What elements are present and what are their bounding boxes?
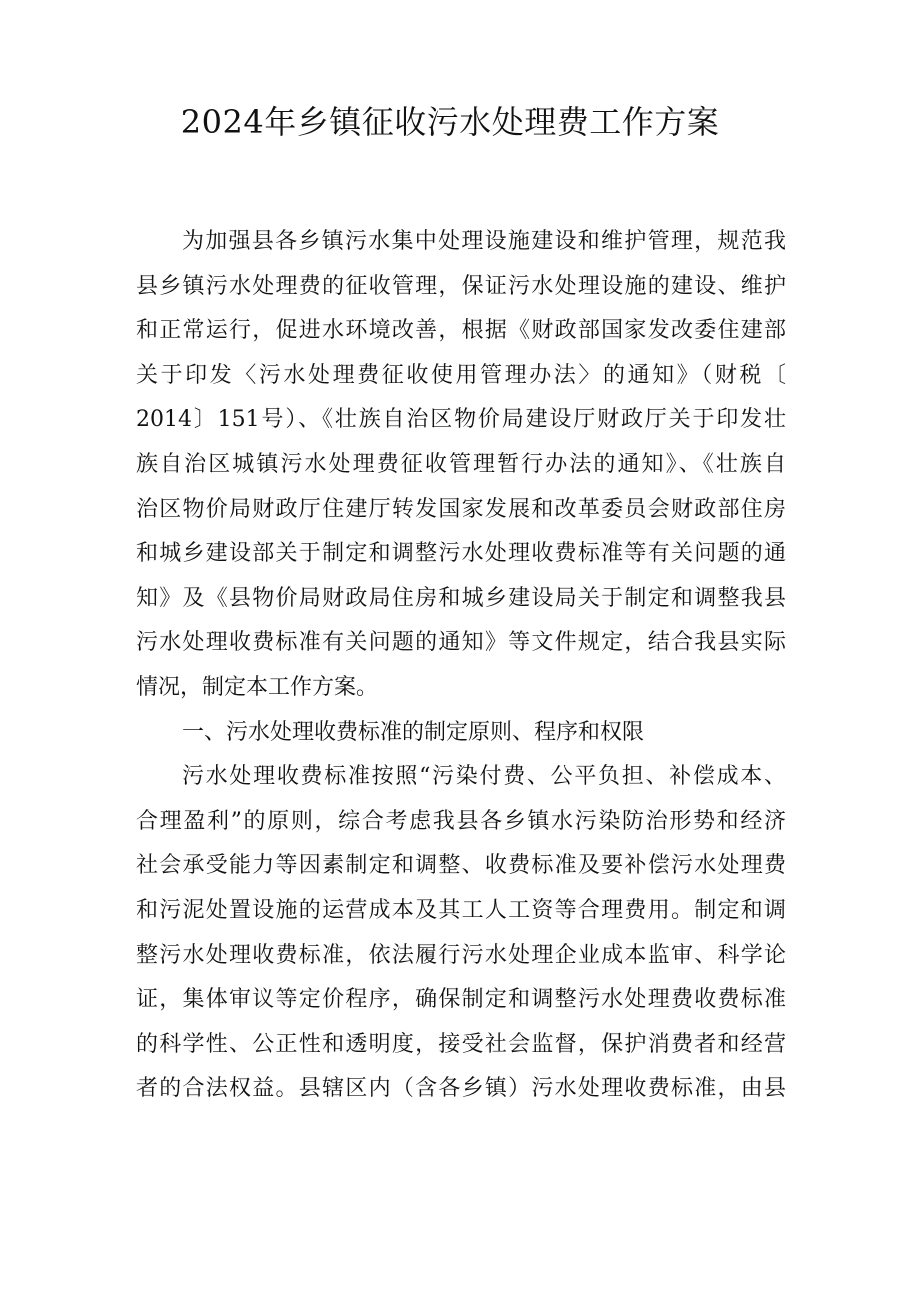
body-text-line: 治区物价局财政厅住建厅转发国家发展和改革委员会财政部住房: [136, 496, 786, 522]
body-text-line: 合理盈利”的原则，综合考虑我县各乡镇水污染防治形势和经济: [136, 808, 786, 834]
body-text-line: 污水处理收费标准有关问题的通知》等文件规定，结合我县实际: [136, 630, 786, 656]
body-text-line: 2014〕151号）、《壮族自治区物价局建设厅财政厅关于印发壮: [136, 407, 786, 433]
body-text-line: 情况，制定本工作方案。: [136, 674, 379, 700]
document-body: [136, 220, 786, 1112]
body-text-line: 的科学性、公正性和透明度，接受社会监督，保护消费者和经营: [136, 1031, 786, 1057]
body-text-line: 知》及《县物价局财政局住房和城乡建设局关于制定和调整我县: [136, 585, 786, 611]
document-title: 2024年乡镇征收污水处理费工作方案: [180, 103, 720, 141]
body-text-line: 和城乡建设部关于制定和调整污水处理收费标准等有关问题的通: [136, 541, 786, 567]
body-text-line: 者的合法权益。县辖区内（含各乡镇）污水处理收费标准，由县: [136, 1076, 786, 1102]
body-text-line: 整污水处理收费标准，依法履行污水处理企业成本监审、科学论: [136, 942, 786, 968]
body-text-line: 县乡镇污水处理费的征收管理，保证污水处理设施的建设、维护: [136, 273, 786, 299]
body-text-line: 一、污水处理收费标准的制定原则、程序和权限: [182, 719, 645, 745]
body-text-line: 族自治区城镇污水处理费征收管理暂行办法的通知》、《壮族自: [136, 451, 786, 477]
body-text-line: 和污泥处置设施的运营成本及其工人工资等合理费用。制定和调: [136, 897, 786, 923]
body-text-line: 和正常运行，促进水环境改善，根据《财政部国家发改委住建部: [136, 318, 786, 344]
body-text-line: 社会承受能力等因素制定和调整、收费标准及要补偿污水处理费: [136, 853, 786, 879]
body-text-line: 关于印发〈污水处理费征收使用管理办法〉的通知》（财税〔: [136, 362, 786, 388]
body-text-line: 证，集体审议等定价程序，确保制定和调整污水处理费收费标准: [136, 987, 786, 1013]
body-text-line: 污水处理收费标准按照“污染付费、公平负担、补偿成本、: [182, 764, 786, 790]
body-text-line: 为加强县各乡镇污水集中处理设施建设和维护管理，规范我: [182, 229, 786, 254]
